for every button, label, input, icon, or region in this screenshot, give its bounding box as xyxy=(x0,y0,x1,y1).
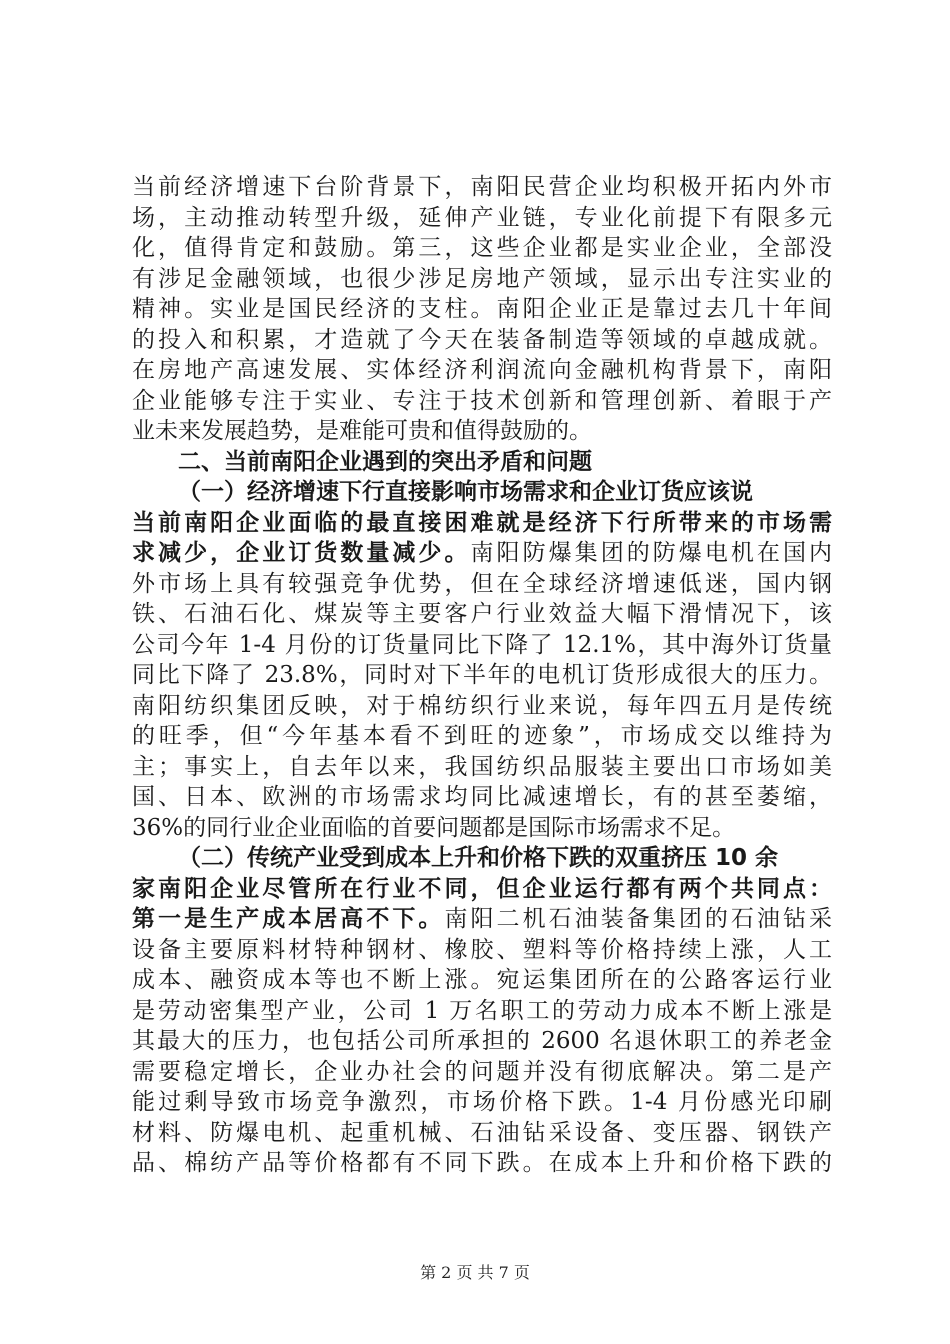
text-line: 需要稳定增长，企业办社会的问题并没有彻底解决。第二是产 xyxy=(132,1058,832,1085)
text-line: 企业能够专注于实业、专注于技术创新和管理创新、着眼于产 xyxy=(132,387,832,414)
text-line: 有涉足金融领域，也很少涉足房地产领域，显示出专注实业的 xyxy=(132,265,832,292)
text-line: 业未来发展趋势，是难能可贵和值得鼓励的。 xyxy=(132,418,592,444)
text-line: 同比下降了 23.8%，同时对下半年的电机订货形成很大的压力。 xyxy=(132,662,832,688)
text-line: 当前经济增速下台阶背景下，南阳民营企业均积极开拓内外市 xyxy=(132,174,832,200)
text-line: 在房地产高速发展、实体经济利润流向金融机构背景下，南阳 xyxy=(132,357,832,383)
text-line: 国、日本、欧洲的市场需求均同比减速增长，有的甚至萎缩， xyxy=(132,784,832,810)
text-line: 当前南阳企业面临的最直接困难就是经济下行所带来的市场需 xyxy=(132,509,832,536)
bold-text-run: 第一是生产成本居高不下。 xyxy=(132,906,445,932)
text-line: 铁、石油石化、煤炭等主要客户行业效益大幅下滑情况下，该 xyxy=(132,601,832,627)
document-body xyxy=(132,172,832,1179)
section-heading-line: （二）传统产业受到成本上升和价格下跌的双重挤压 10 余 xyxy=(178,845,779,871)
text-line xyxy=(132,904,832,935)
normal-text-run: 南阳二机石油装备集团的石油钻采 xyxy=(444,906,832,932)
text-line: 精神。实业是国民经济的支柱。南阳企业正是靠过去几十年间 xyxy=(132,296,832,322)
normal-text-run: 南阳防爆集团的防爆电机在国内 xyxy=(470,540,832,566)
text-line: 化，值得肯定和鼓励。第三，这些企业都是实业企业，全部没 xyxy=(132,235,832,261)
text-line: 材料、防爆电机、起重机械、石油钻采设备、变压器、钢铁产 xyxy=(132,1119,832,1146)
text-line: 是劳动密集型产业，公司 1 万名职工的劳动力成本不断上涨是 xyxy=(132,997,832,1024)
text-line: 品、棉纺产品等价格都有不同下跌。在成本上升和价格下跌的 xyxy=(132,1150,832,1176)
text-line: 其最大的压力，也包括公司所承担的 2600 名退休职工的养老金 xyxy=(132,1028,832,1054)
text-line: 的旺季，但“今年基本看不到旺的迹象”，市场成交以维持为 xyxy=(132,723,832,749)
text-line: 36%的同行业企业面临的首要问题都是国际市场需求不足。 xyxy=(132,814,736,841)
text-line: 成本、融资成本等也不断上涨。宛运集团所在的公路客运行业 xyxy=(132,967,832,993)
text-line: 能过剩导致市场竞争激烈，市场价格下跌。1-4 月份感光印刷 xyxy=(132,1089,832,1115)
page-footer: 第 2 页 共 7 页 xyxy=(420,1263,530,1282)
bold-text-run: 求减少，企业订货数量减少。 xyxy=(132,540,471,566)
text-line: 家南阳企业尽管所在行业不同，但企业运行都有两个共同点： xyxy=(132,875,832,902)
text-line: 公司今年 1-4 月份的订货量同比下降了 12.1%，其中海外订货量 xyxy=(132,631,832,658)
text-line: 设备主要原料材特种钢材、橡胶、塑料等价格持续上涨，人工 xyxy=(132,936,832,963)
text-line: 南阳纺织集团反映，对于棉纺织行业来说，每年四五月是传统 xyxy=(132,692,832,719)
text-line: 主；事实上，自去年以来，我国纺织品服装主要出口市场如美 xyxy=(132,753,832,780)
text-line: 场，主动推动转型升级，延伸产业链，专业化前提下有限多元 xyxy=(132,204,832,231)
section-heading-line: 二、当前南阳企业遇到的突出矛盾和问题 xyxy=(178,448,592,475)
text-line xyxy=(132,538,832,569)
section-heading-line: （一）经济增速下行直接影响市场需求和企业订货应该说 xyxy=(178,479,753,505)
text-line: 的投入和积累，才造就了今天在装备制造等领域的卓越成就。 xyxy=(132,326,832,353)
text-line: 外市场上具有较强竞争优势，但在全球经济增速低迷，国内钢 xyxy=(132,570,832,597)
